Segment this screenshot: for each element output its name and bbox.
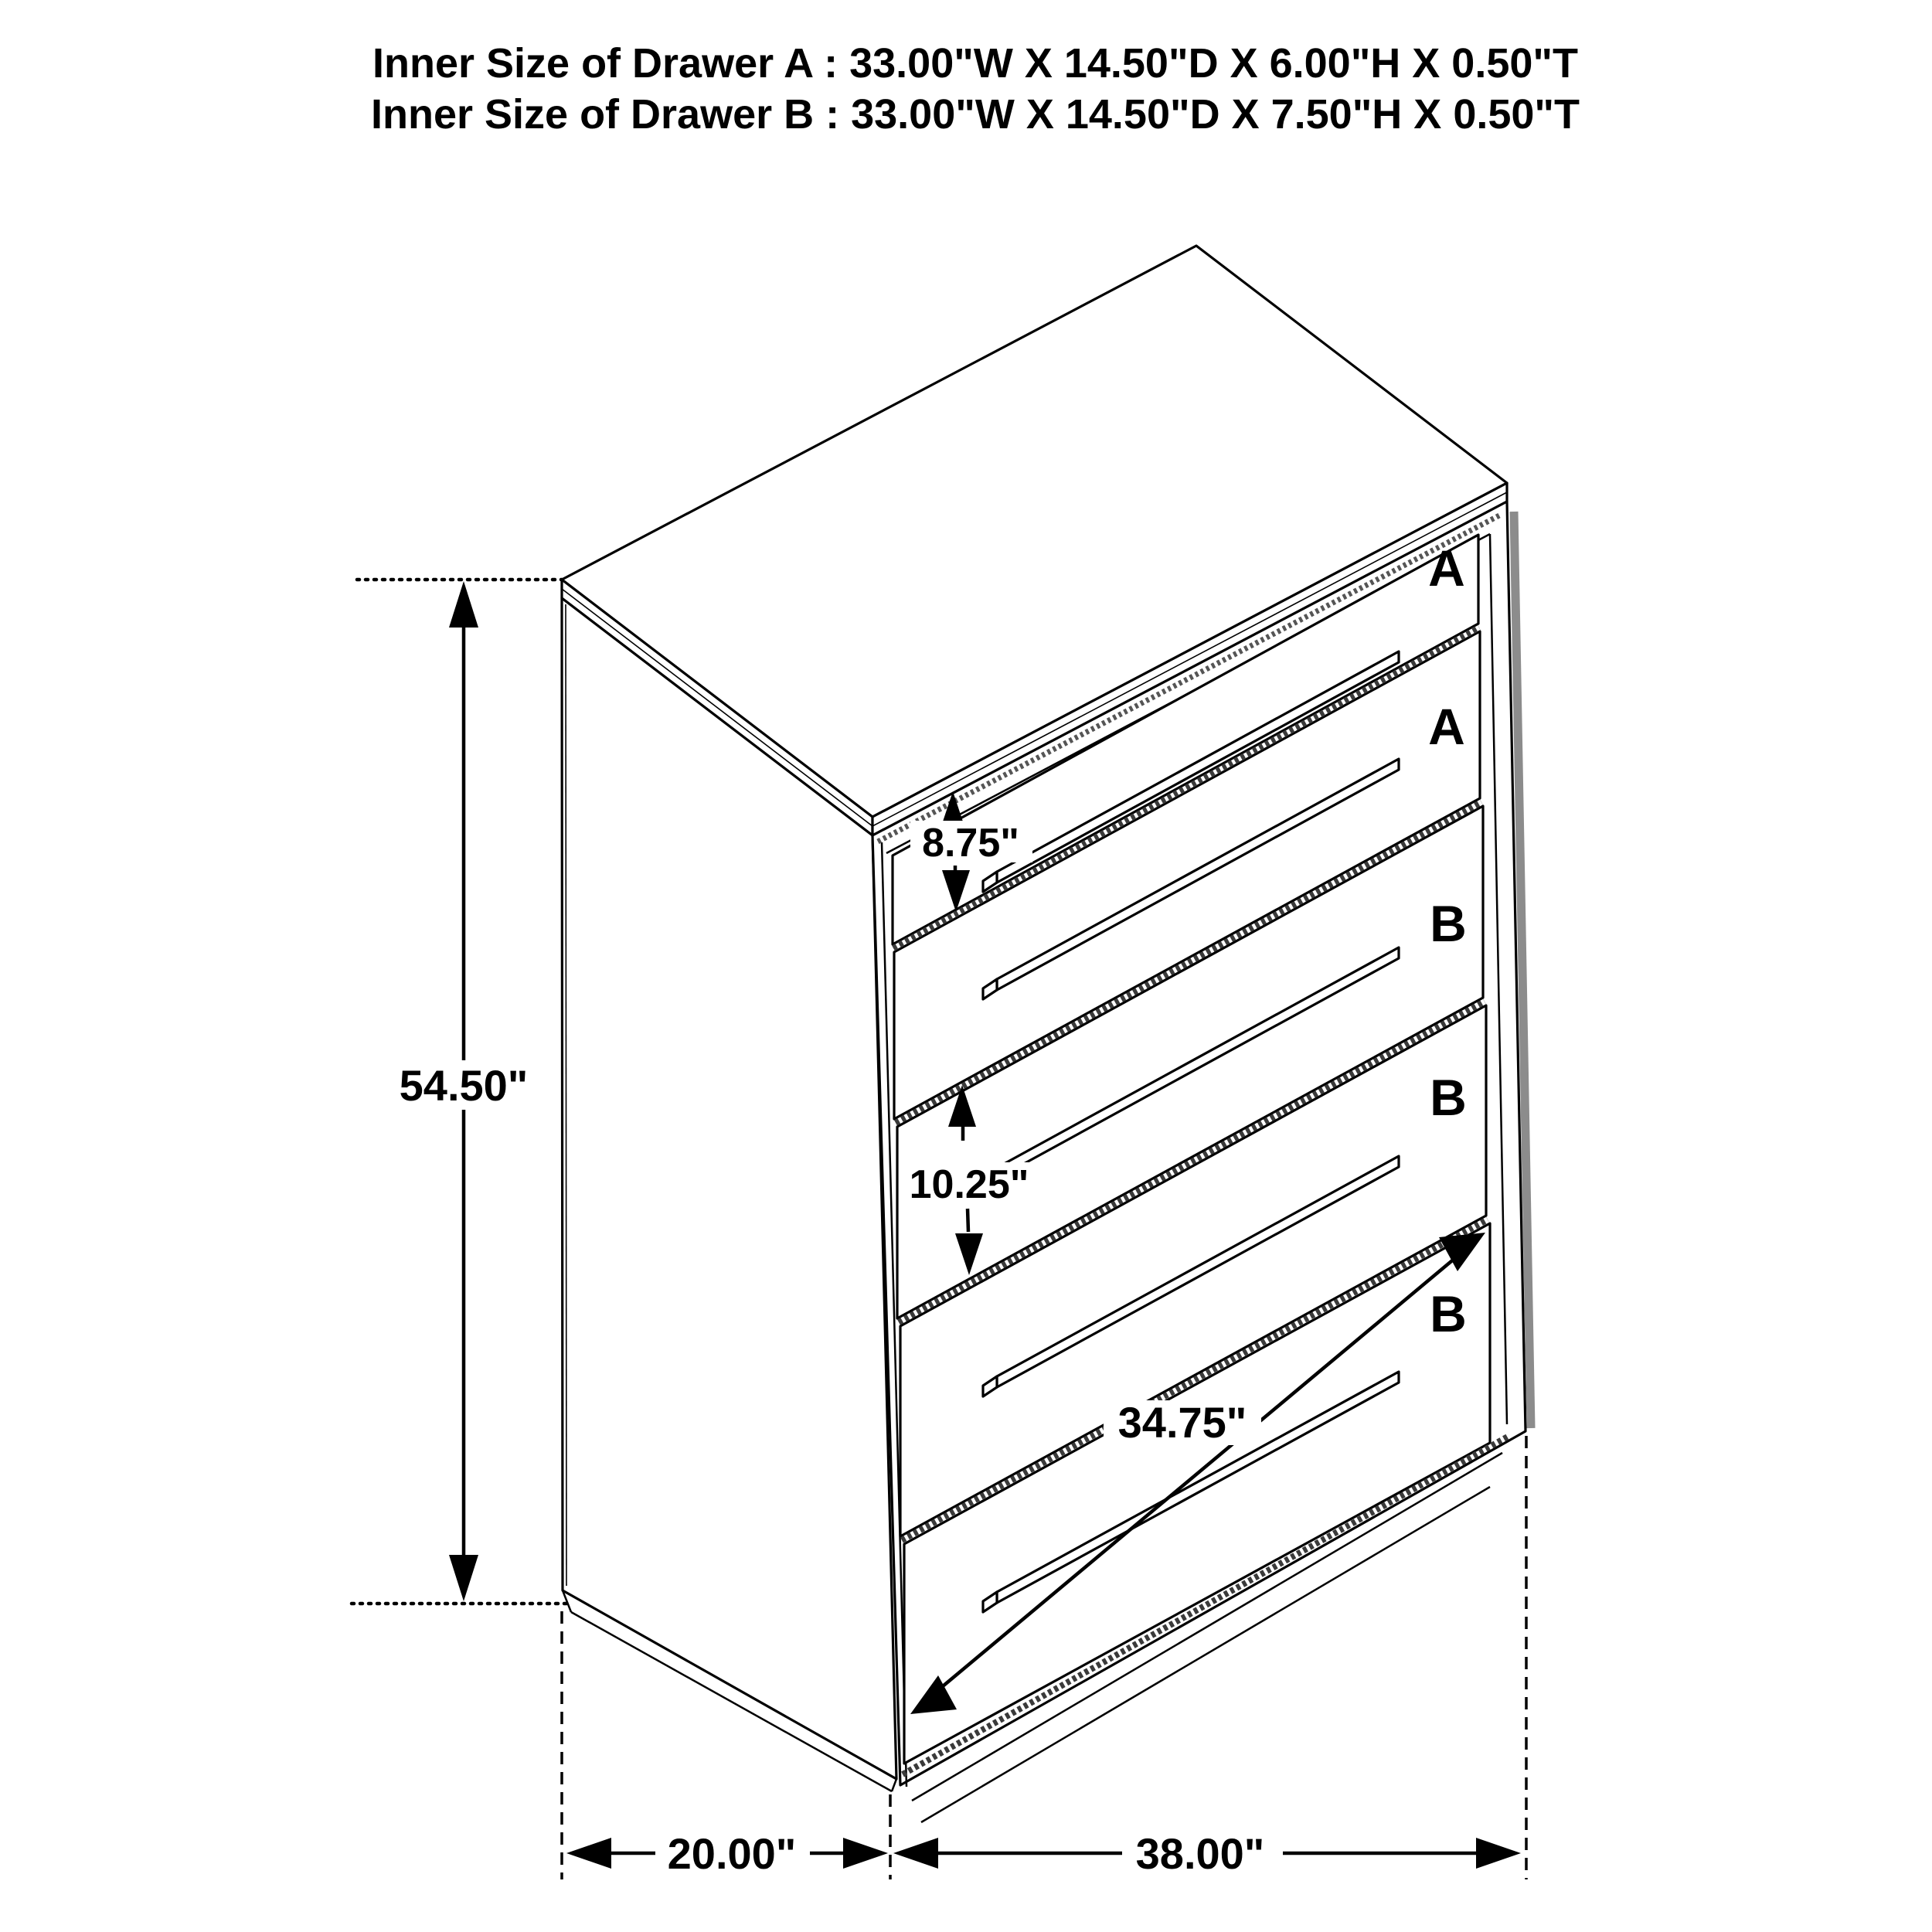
title-line-1: Inner Size of Drawer A : 33.00"W X 14.50"D X 6.00"H X 0.50"T	[372, 40, 1579, 87]
arrow-left-icon	[566, 1838, 611, 1869]
cabinet-isometric-drawing	[562, 246, 1531, 1822]
drawer-label-3: B	[1430, 895, 1467, 952]
arrow-left-icon	[893, 1838, 938, 1869]
plinth-tip-edge	[892, 1779, 896, 1791]
arrow-up-icon	[449, 581, 478, 628]
drawer-a-height-label: 8.75"	[922, 821, 1019, 866]
drawer-width-label: 34.75"	[1117, 1398, 1247, 1447]
drawer-label-5: B	[1430, 1285, 1467, 1342]
height-dim-label: 54.50"	[399, 1061, 529, 1110]
drawer-b-height-label: 10.25"	[909, 1162, 1029, 1207]
drawer-label-4: B	[1430, 1069, 1467, 1126]
width-label: 38.00"	[1135, 1829, 1265, 1878]
dim-depth	[566, 1829, 888, 1878]
arrow-right-icon	[1476, 1838, 1521, 1869]
diagram-title	[371, 40, 1580, 138]
title-line-2: Inner Size of Drawer B : 33.00"W X 14.50"D X 7.50"H X 0.50"T	[370, 91, 1580, 138]
depth-label: 20.00"	[667, 1829, 797, 1878]
arrow-down-icon	[449, 1555, 478, 1601]
drawer-label-1: A	[1428, 539, 1465, 597]
drawer-label-2: A	[1428, 698, 1465, 755]
dim-overall-height	[352, 580, 570, 1604]
dim-width	[893, 1829, 1521, 1878]
arrow-right-icon	[843, 1838, 888, 1869]
